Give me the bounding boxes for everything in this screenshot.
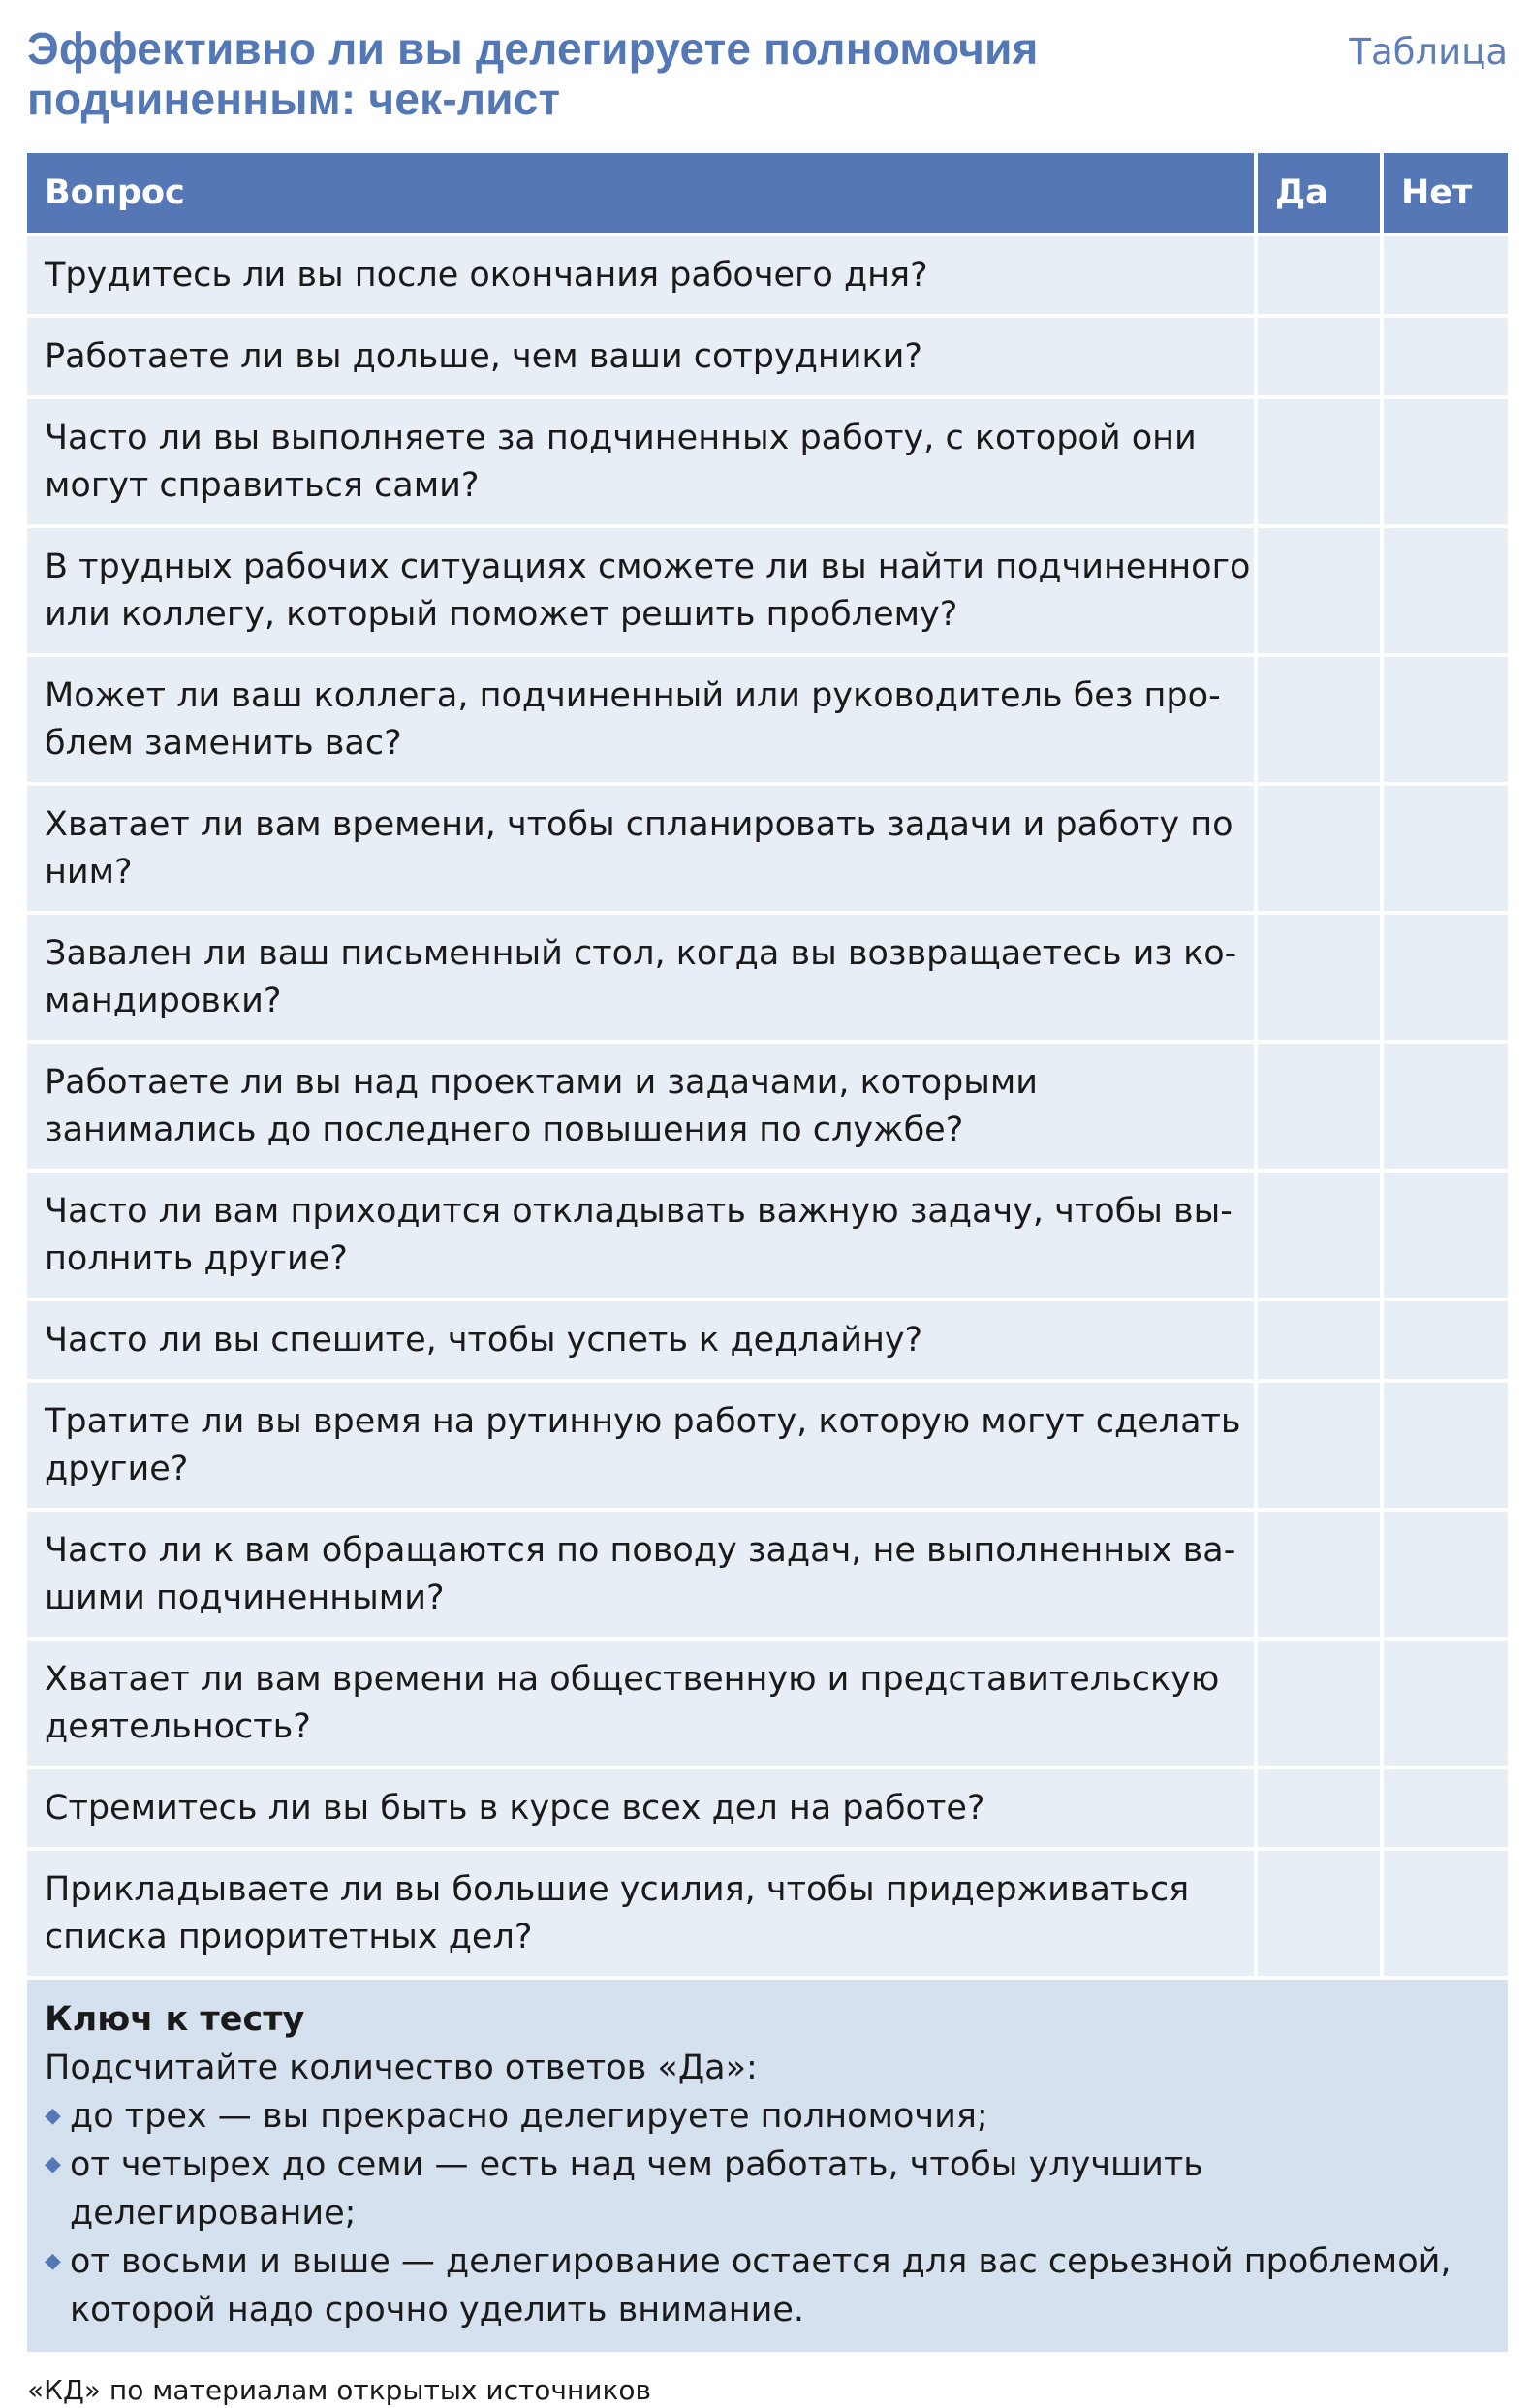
no-cell[interactable]: [1382, 655, 1508, 784]
table-row: [27, 655, 1508, 784]
table-row: [27, 1849, 1508, 1978]
question-cell: Может ли ваш коллега, подчиненный или руководитель без проблем заменить вас?: [27, 655, 1256, 784]
table-row: [27, 316, 1508, 397]
no-cell[interactable]: [1382, 1299, 1508, 1381]
yes-cell[interactable]: [1256, 397, 1382, 526]
page-title: Эффективно ли вы делегируете полномочия подчиненным: чек-лист: [27, 23, 1039, 124]
yes-cell[interactable]: [1256, 913, 1382, 1042]
key-item: [45, 2092, 1490, 2141]
no-cell[interactable]: [1382, 1767, 1508, 1849]
question-cell: Трудитесь ли вы после окончания рабочего дня?: [27, 235, 1256, 316]
checklist-table: [27, 153, 1508, 1980]
table-row: [27, 1510, 1508, 1639]
no-cell[interactable]: [1382, 316, 1508, 397]
no-cell[interactable]: [1382, 784, 1508, 913]
table-row: [27, 784, 1508, 913]
no-cell[interactable]: [1382, 1849, 1508, 1978]
yes-cell[interactable]: [1256, 235, 1382, 316]
yes-cell[interactable]: [1256, 1639, 1382, 1767]
column-header-yes: Да: [1256, 153, 1382, 235]
header: [27, 0, 1508, 153]
table-row: [27, 526, 1508, 655]
no-cell[interactable]: [1382, 913, 1508, 1042]
yes-cell[interactable]: [1256, 1510, 1382, 1639]
diamond-icon: ◆: [45, 2152, 61, 2176]
table-row: [27, 1042, 1508, 1171]
table-header-row: [27, 153, 1508, 235]
question-cell: Часто ли к вам обращаются по поводу задач, не выполненных вашими подчиненными?: [27, 1510, 1256, 1639]
no-cell[interactable]: [1382, 1171, 1508, 1299]
question-cell: Завален ли ваш письменный стол, когда вы возвращаетесь из командировки?: [27, 913, 1256, 1042]
page: [27, 0, 1508, 2408]
yes-cell[interactable]: [1256, 1171, 1382, 1299]
no-cell[interactable]: [1382, 1510, 1508, 1639]
no-cell[interactable]: [1382, 235, 1508, 316]
no-cell[interactable]: [1382, 1639, 1508, 1767]
column-header-question: Вопрос: [27, 153, 1256, 235]
yes-cell[interactable]: [1256, 1381, 1382, 1510]
table-row: [27, 913, 1508, 1042]
question-cell: Стремитесь ли вы быть в курсе всех дел на работе?: [27, 1767, 1256, 1849]
yes-cell[interactable]: [1256, 1767, 1382, 1849]
diamond-icon: ◆: [45, 2104, 61, 2128]
question-cell: Часто ли вам приходится откладывать важную задачу, чтобы выполнить другие?: [27, 1171, 1256, 1299]
no-cell[interactable]: [1382, 1042, 1508, 1171]
question-cell: Часто ли вы выполняете за подчиненных работу, с которой они могут справиться сами?: [27, 397, 1256, 526]
table-label: Таблица: [1349, 31, 1508, 73]
yes-cell[interactable]: [1256, 655, 1382, 784]
table-row: [27, 1767, 1508, 1849]
yes-cell[interactable]: [1256, 1849, 1382, 1978]
question-cell: Прикладываете ли вы большие усилия, чтобы придерживаться списка приоритетных дел?: [27, 1849, 1256, 1978]
key-item-text: от восьми и выше — делегирование остается для вас серьезной проблемой, которой надо срочно уделить внимание.: [70, 2242, 1451, 2330]
yes-cell[interactable]: [1256, 1299, 1382, 1381]
question-cell: Тратите ли вы время на рутинную работу, которую могут сделать другие?: [27, 1381, 1256, 1510]
question-cell: Работаете ли вы дольше, чем ваши сотрудники?: [27, 316, 1256, 397]
table-row: [27, 235, 1508, 316]
test-key: [27, 1980, 1508, 2352]
table-row: [27, 397, 1508, 526]
table-row: [27, 1639, 1508, 1767]
question-cell: В трудных рабочих ситуациях сможете ли вы найти подчиненного или коллегу, который поможет решить проблему?: [27, 526, 1256, 655]
no-cell[interactable]: [1382, 1381, 1508, 1510]
question-cell: Хватает ли вам времени на общественную и представительскую деятельность?: [27, 1639, 1256, 1767]
key-item: [45, 2237, 1490, 2334]
key-item-text: от четырех до семи — есть над чем работать, чтобы улучшить делегирование;: [70, 2145, 1203, 2233]
key-intro: Подсчитайте количество ответов «Да»:: [45, 2048, 758, 2087]
source-note: «КД» по материалам открытых источников: [27, 2374, 652, 2406]
no-cell[interactable]: [1382, 397, 1508, 526]
question-cell: Хватает ли вам времени, чтобы спланировать задачи и работу по ним?: [27, 784, 1256, 913]
question-cell: Часто ли вы спешите, чтобы успеть к дедлайну?: [27, 1299, 1256, 1381]
key-list: [45, 2092, 1490, 2334]
table-row: [27, 1381, 1508, 1510]
table-row: [27, 1171, 1508, 1299]
key-item: [45, 2141, 1490, 2237]
column-header-no: Нет: [1382, 153, 1508, 235]
no-cell[interactable]: [1382, 526, 1508, 655]
yes-cell[interactable]: [1256, 316, 1382, 397]
diamond-icon: ◆: [45, 2249, 61, 2273]
yes-cell[interactable]: [1256, 526, 1382, 655]
key-item-text: до трех — вы прекрасно делегируете полномочия;: [70, 2097, 988, 2136]
yes-cell[interactable]: [1256, 784, 1382, 913]
key-title: Ключ к тесту: [45, 2000, 305, 2039]
table-row: [27, 1299, 1508, 1381]
yes-cell[interactable]: [1256, 1042, 1382, 1171]
question-cell: Работаете ли вы над проектами и задачами, которыми занимались до последнего повышения по службе?: [27, 1042, 1256, 1171]
